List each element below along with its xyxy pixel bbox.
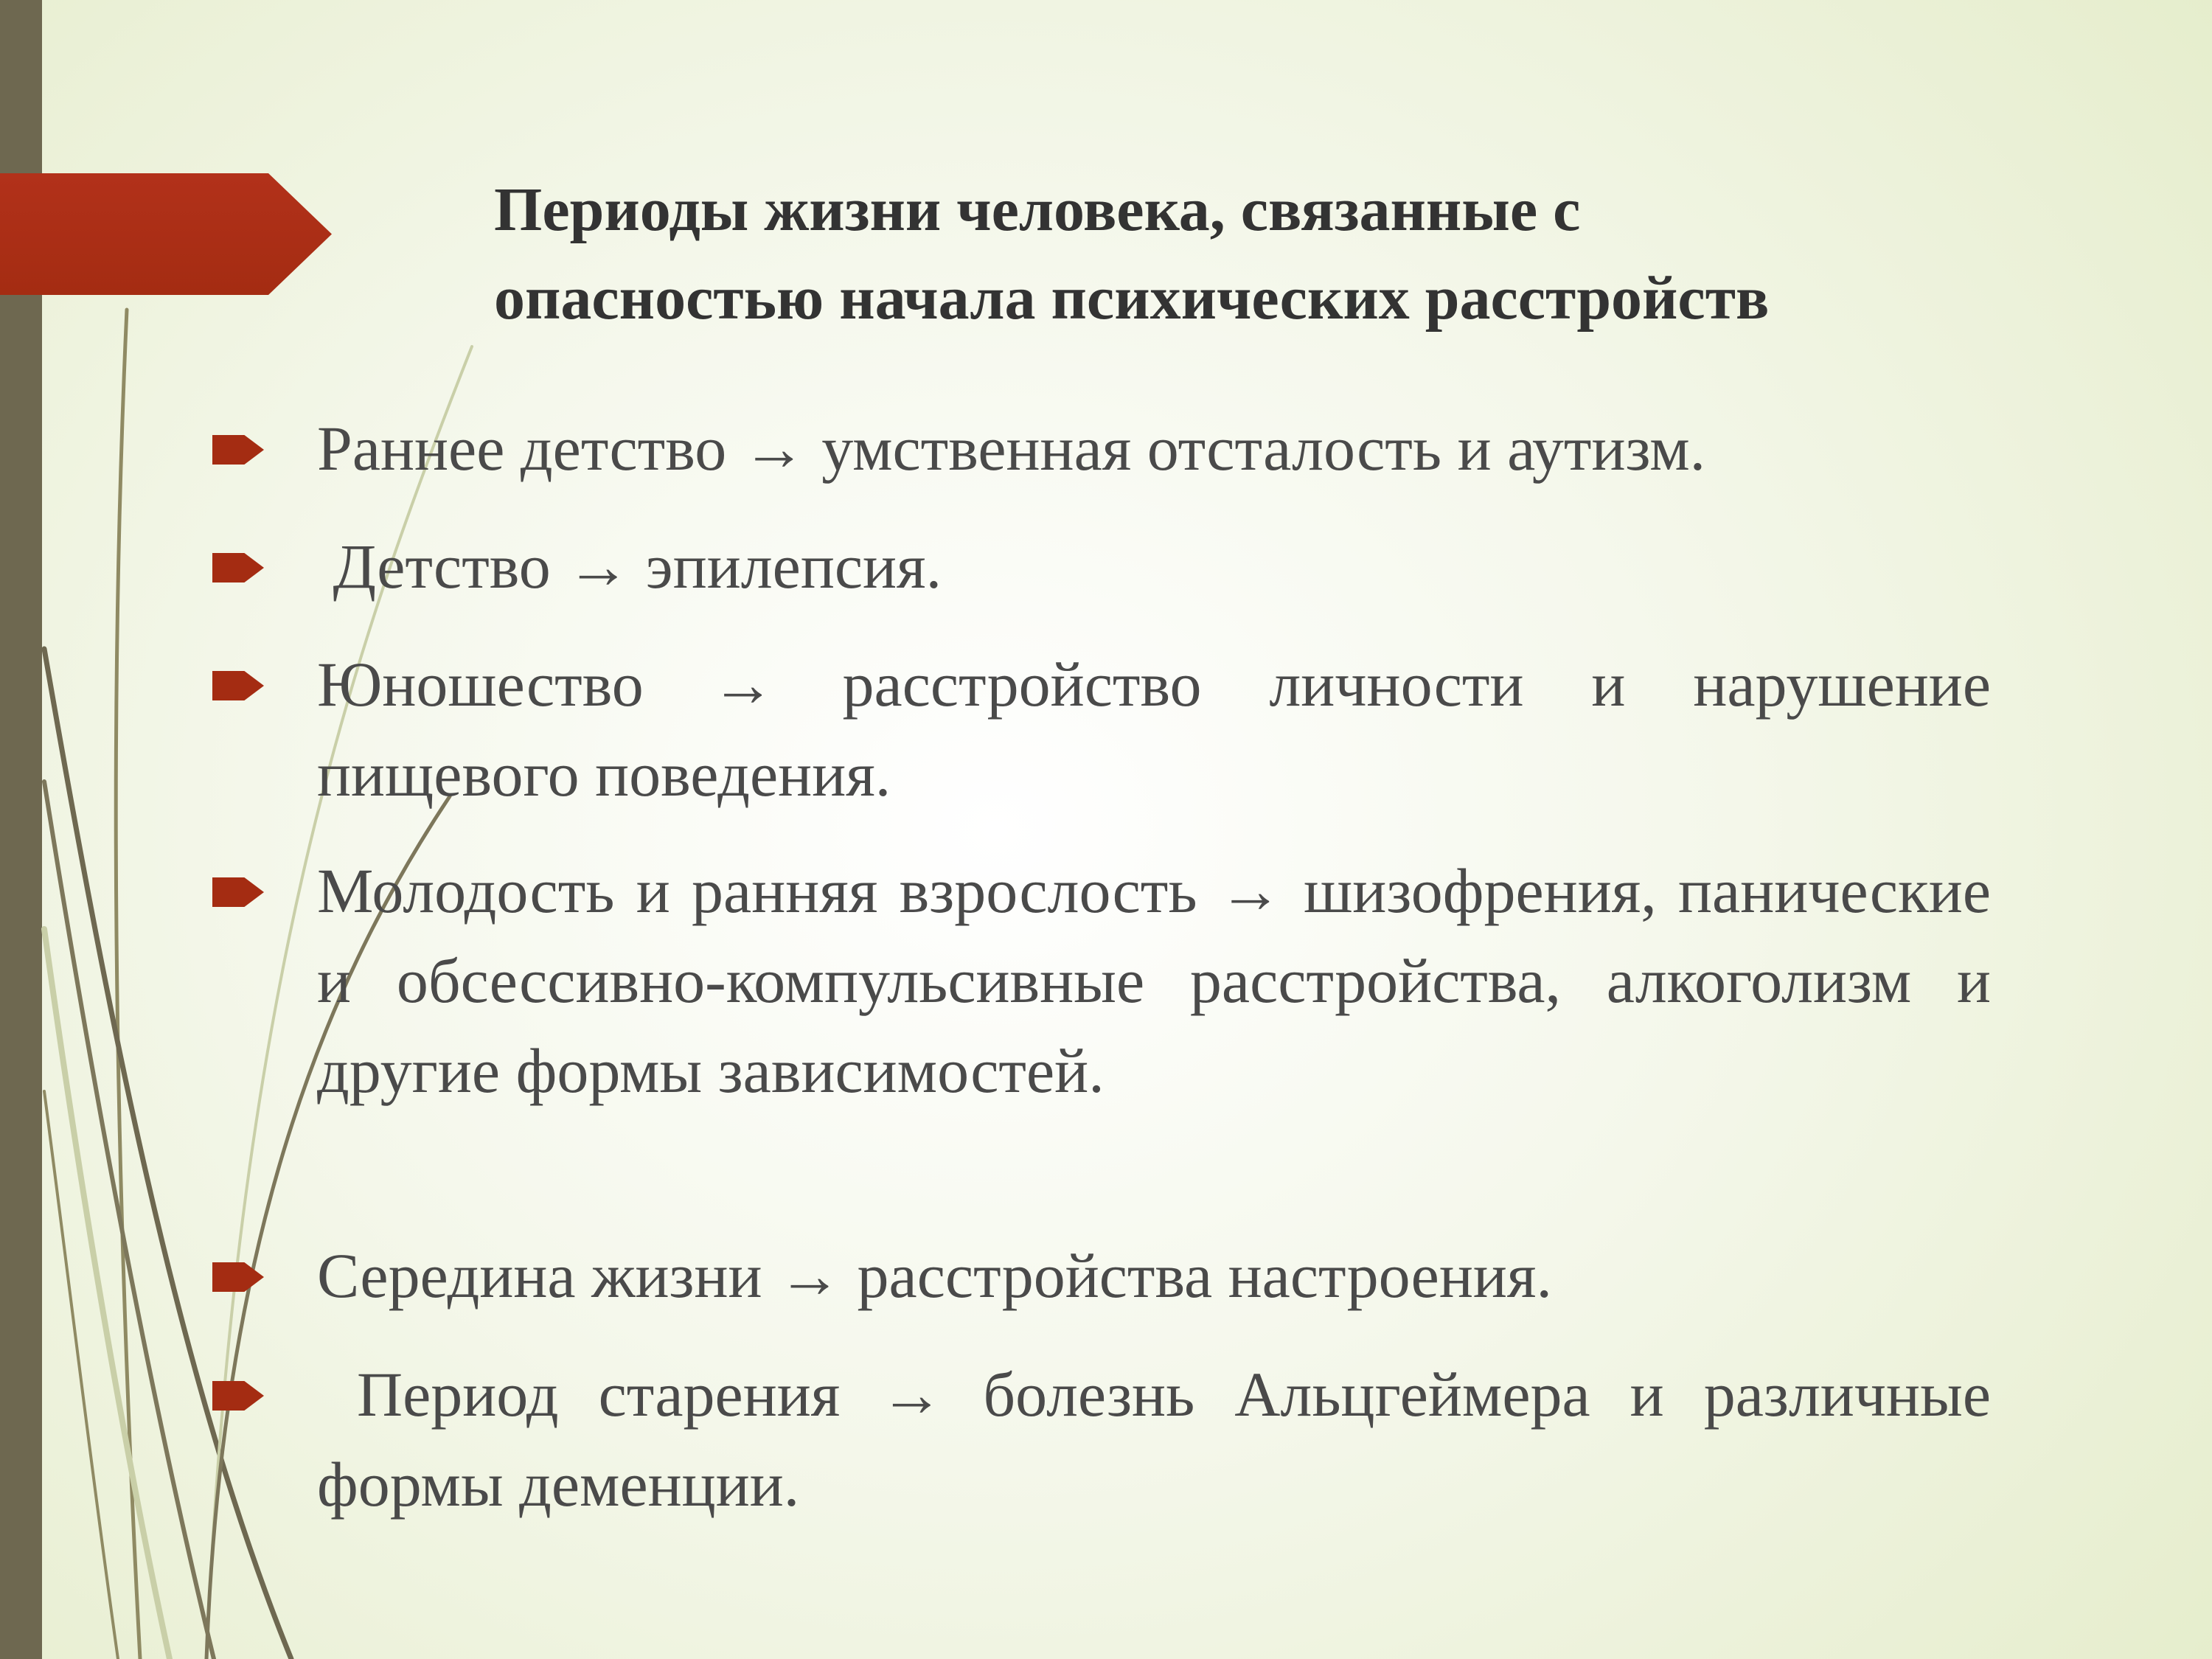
list-item: Раннее детство → умственная отсталость и аутизм. bbox=[317, 413, 1706, 484]
list-item: Середина жизни → расстройства настроения. bbox=[317, 1240, 1552, 1311]
arrow-tab-icon bbox=[212, 1381, 264, 1411]
list-item: Юношество → расстройство личности и нарушение пищевого поведения. bbox=[317, 649, 1991, 810]
list-item: Период старения → болезнь Альцгеймера и различные формы деменции. bbox=[317, 1359, 2007, 1520]
title-line-2: опасностью начала психических расстройств bbox=[494, 264, 1770, 333]
arrow-tab-icon bbox=[212, 553, 264, 582]
title-line-1: Периоды жизни человека, связанные с bbox=[494, 175, 1581, 244]
arrow-tab-icon bbox=[212, 1262, 264, 1292]
arrow-tab-icon bbox=[212, 877, 264, 907]
list-item: Молодость и ранняя взрослость → шизофрения, панические и обсессивно-компульсивные расстройства, алкоголизм и другие формы зависимостей. bbox=[317, 855, 1991, 1106]
arrow-tab-icon bbox=[212, 435, 264, 465]
arrow-tab-icon bbox=[212, 671, 264, 700]
list-item: Детство → эпилепсия. bbox=[317, 531, 942, 602]
